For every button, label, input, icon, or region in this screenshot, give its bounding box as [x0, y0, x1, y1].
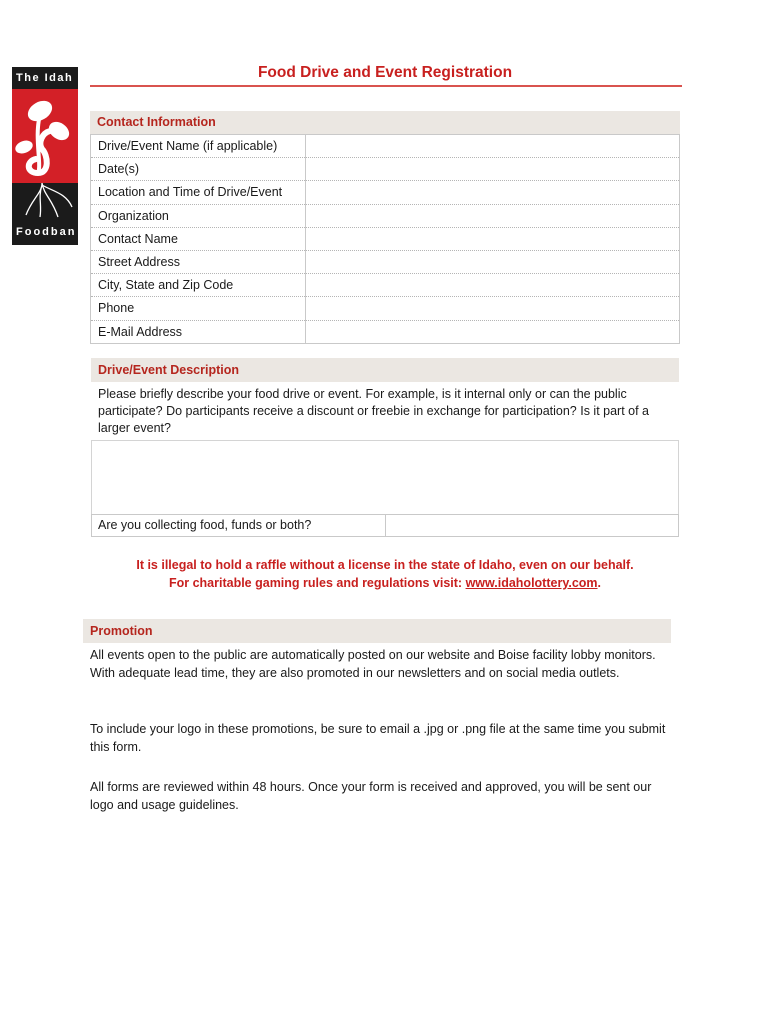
- warning-line: It is illegal to hold a raffle without a license in the state of Idaho, even on our behalf.: [136, 558, 634, 572]
- contact-form-table: [90, 134, 680, 344]
- dates-input[interactable]: [306, 158, 680, 181]
- row-divider: [385, 515, 386, 536]
- field-label: City, State and Zip Code: [91, 274, 306, 297]
- foodbank-logo: [12, 67, 78, 245]
- collecting-question: Are you collecting food, funds or both?: [98, 518, 312, 532]
- table-row: [91, 250, 680, 273]
- table-row: [91, 320, 680, 343]
- table-row: [91, 227, 680, 250]
- table-row: [91, 158, 680, 181]
- promotion-paragraph: All events open to the public are automatically posted on our website and Boise facility lobby monitors. With adequate lead time, they are also promoted in our newsletters and on social media outlets.: [90, 648, 656, 680]
- warning-line-2: [90, 574, 680, 592]
- table-row: [91, 274, 680, 297]
- field-label: Drive/Event Name (if applicable): [91, 135, 306, 158]
- contact-name-input[interactable]: [306, 227, 680, 250]
- logo-text-bottom: Foodban: [12, 219, 78, 245]
- organization-input[interactable]: [306, 204, 680, 227]
- promotion-paragraph: To include your logo in these promotions, be sure to email a .jpg or .png file at the same time you submit this form.: [90, 722, 666, 754]
- field-label: Organization: [91, 204, 306, 227]
- city-state-zip-input[interactable]: [306, 274, 680, 297]
- contact-section-header: Contact Information: [90, 111, 680, 134]
- description-prompt: Please briefly describe your food drive or event. For example, is it internal only or can the public participate? Do participants receive a discount or freebie in exchange for participation? Is it part of a larger event?: [98, 387, 650, 435]
- field-label: E-Mail Address: [91, 320, 306, 343]
- title-divider: [90, 85, 682, 87]
- sprout-icon: [12, 89, 78, 219]
- field-label: Phone: [91, 297, 306, 320]
- field-label: Street Address: [91, 250, 306, 273]
- event-name-input[interactable]: [306, 135, 680, 158]
- description-textarea[interactable]: [91, 440, 679, 515]
- warning-prefix: For charitable gaming rules and regulations visit:: [168, 576, 466, 590]
- field-label: Date(s): [91, 158, 306, 181]
- logo-text-top: The Idah: [12, 67, 78, 89]
- description-section-header: Drive/Event Description: [91, 358, 679, 382]
- collecting-row: [91, 514, 679, 537]
- street-address-input[interactable]: [306, 250, 680, 273]
- email-input[interactable]: [306, 320, 680, 343]
- table-row: [91, 204, 680, 227]
- location-time-input[interactable]: [306, 181, 680, 204]
- promotion-section-header: Promotion: [83, 619, 671, 643]
- table-row: [91, 135, 680, 158]
- warning-suffix: .: [597, 576, 602, 590]
- page-title: Food Drive and Event Registration: [257, 64, 513, 81]
- phone-input[interactable]: [306, 297, 680, 320]
- table-row: [91, 181, 680, 204]
- promotion-paragraph: All forms are reviewed within 48 hours. Once your form is received and approved, you will be sent our logo and usage guidelines.: [90, 780, 652, 812]
- idaho-lottery-link[interactable]: www.idaholottery.com: [465, 576, 598, 590]
- raffle-warning: [90, 556, 680, 592]
- logo-sprout-art: [12, 89, 78, 219]
- table-row: [91, 297, 680, 320]
- field-label: Contact Name: [91, 227, 306, 250]
- field-label: Location and Time of Drive/Event: [91, 181, 306, 204]
